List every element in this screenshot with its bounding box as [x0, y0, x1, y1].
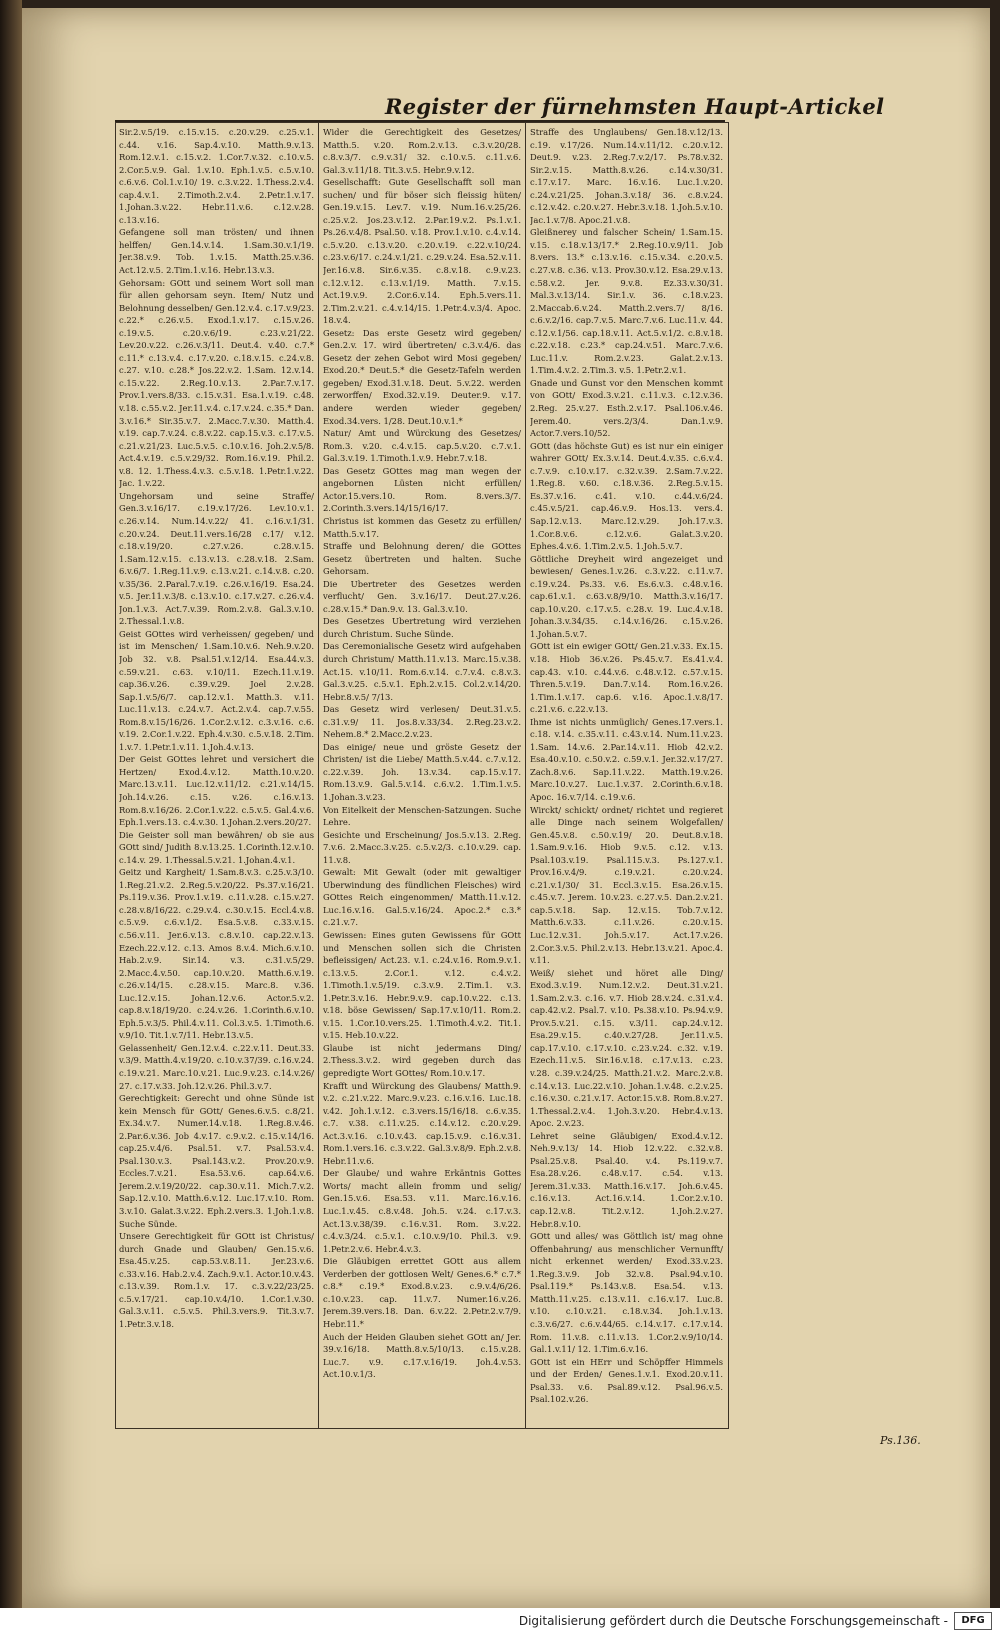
- register-entry: Gehorsam: GOtt und seinem Wort soll man für allen gehorsam seyn. Item/ Nutz und Belohnung desselben/ Gen.12.v.4. c.17.v.9/23. c.22.* c.26.v.5. Exod.1.v.17. c.15.v.26. c.19.v.5. c.20.v.6/19. c.23.v.21/22. Lev.20.v.22. c.26.v.3/11. Deut.4. v.40. c.7.* c.11.* c.13.v.4. c.17.v.20. c.18.v.15. c.24.v.8. c.27. v.10. c.28.* Jos.22.v.2. 1.Sam. 12.v.14. c.15.v.22. 2.Reg.10.v.13. 2.Par.7.v.17. Prov.1.vers.8/33. c.15.v.31. Esa.1.v.19. c.48. v.18. c.55.v.2. Jer.11.v.4. c.17.v.24. c.35.* Dan. 3.v.16.* Sir.35.v.7. 2.Macc.7.v.30. Matth.4. v.19. cap.7.v.24. c.8.v.22. cap.15.v.3. c.17.v.5. c.21.v.21/23. Luc.5.v.5. c.10.v.16. Joh.2.v.5/8. Act.4.v.19. c.5.v.29/32. Rom.16.v.19. Phil.2. v.8. 12. 1.Thess.4.v.3. c.5.v.18. 1.Petr.1.v.22. Jac. 1.v.22.: [119, 277, 314, 489]
- register-entry: Gerechtigkeit: Gerecht und ohne Sünde ist kein Mensch für GOtt/ Genes.6.v.5. c.8/21. Ex.34.v.7. Numer.14.v.18. 1.Reg.8.v.46. 2.Par.6.v.36. Job 4.v.17. c.9.v.2. c.15.v.14/16. cap.25.v.4/6. Psal.51. v.7. Psal.53.v.4. Psal.130.v.3. Psal.143.v.2. Prov.20.v.9. Eccles.7.v.21. Esa.53.v.6. cap.64.v.6. Jerem.2.v.19/20/22. cap.30.v.11. Mich.7.v.2. Sap.12.v.10. Matth.6.v.12. Luc.17.v.10. Rom. 3.v.10. Galat.3.v.22. Eph.2.vers.3. 1.Joh.1.v.8. Suche Sünde.: [119, 1093, 314, 1229]
- register-entry: Das Gesetz GOttes mag man wegen der angebornen Lüsten nicht erfüllen/ Actor.15.vers.10. Rom. 8.vers.3/7. 2.Corinth.3.vers.14/15/16/17.: [323, 465, 521, 514]
- register-entry: Gesellschafft: Gute Gesellschafft soll man suchen/ und für böser sich fleissig hüten/ Gen.19.v.15. Lev.7. v.19. Num.16.v.25/26. c.25.v.2. Jos.23.v.12. 2.Par.19.v.2. Ps.1.v.1. Ps.26.v.4/8. Psal.50. v.18. Prov.1.v.10. c.4.v.14. c.5.v.20. c.13.v.20. c.20.v.19. c.22.v.10/24. c.23.v.6/17. c.24.v.1/21. c.29.v.24. Esa.52.v.11. Jer.16.v.8. Sir.6.v.35. c.8.v.18. c.9.v.23. c.12.v.12. c.13.v.1/19. Matth. 7.v.15. Act.19.v.9. 2.Cor.6.v.14. Eph.5.vers.11. 2.Tim.2.v.21. c.4.v.14/15. 1.Petr.4.v.3/4. Apoc. 18.v.4.: [323, 177, 521, 326]
- register-entry: GOtt und alles/ was Göttlich ist/ mag ohne Offenbahrung/ aus menschlicher Vernunfft/ nicht erkennet werden/ Exod.33.v.23. 1.Reg.3.v.9. Job 32.v.8. Psal.94.v.10. Psal.119.* Ps.143.v.8. Esa.54. v.13. Matth.11.v.25. c.13.v.11. c.16.v.17. Luc.8. v.10. c.10.v.21. c.18.v.34. Joh.1.v.13. c.3.v.6/27. c.6.v.44/65. c.14.v.17. c.17.v.14. Rom. 11.v.8. c.11.v.13. 1.Cor.2.v.9/10/14. Gal.1.v.11/ 12. 1.Tim.6.v.16.: [530, 1231, 723, 1355]
- register-entry: Ihme ist nichts unmüglich/ Genes.17.vers.1. c.18. v.14. c.35.v.11. c.43.v.14. Num.11.v.23. 1.Sam. 14.v.6. 2.Par.14.v.11. Hiob 42.v.2. Esa.40.v.10. c.50.v.2. c.59.v.1. Jer.32.v.17/27. Zach.8.v.6. Sap.11.v.22. Matth.19.v.26. Marc.10.v.27. Luc.1.v.37. 2.Corinth.6.v.18. Apoc. 16.v.7/14. c.19.v.6.: [530, 716, 723, 802]
- register-entry: Göttliche Dreyheit wird angezeiget und bewiesen/ Genes.1.v.26. c.3.v.22. c.11.v.7. c.19.v.24. Ps.33. v.6. Es.6.v.3. c.48.v.16. cap.61.v.1. c.63.v.8/9/10. Matth.3.v.16/17. cap.10.v.20. c.17.v.5. c.28.v. 19. Luc.4.v.18. Johan.3.v.34/35. c.14.v.16/26. c.15.v.26. 1.Johan.5.v.7.: [530, 553, 723, 639]
- register-column-3: [530, 126, 723, 1422]
- column-divider: [318, 122, 319, 1429]
- register-entry: Straffe und Belohnung deren/ die GOttes Gesetz übertreten und halten. Suche Gehorsam.: [323, 541, 521, 577]
- register-entry: Die Ubertreter des Gesetzes werden verflucht/ Gen. 3.v.16/17. Deut.27.v.26. c.28.v.15.* Dan.9.v. 13. Gal.3.v.10.: [323, 578, 521, 614]
- register-entry: Krafft und Würckung des Glaubens/ Matth.9. v.2. c.21.v.22. Marc.9.v.23. c.16.v.16. Luc.18. v.42. Joh.1.v.12. c.3.vers.15/16/18. c.6.v.35. c.7. v.38. c.11.v.25. c.14.v.12. c.20.v.29. Act.3.v.16. c.10.v.43. cap.15.v.9. c.16.v.31. Rom.1.vers.16. c.3.v.22. Gal.3.v.8/9. Eph.2.v.8. Hebr.11.v.6.: [323, 1080, 521, 1166]
- register-entry: Ungehorsam und seine Straffe/ Gen.3.v.16/17. c.19.v.17/26. Lev.10.v.1. c.26.v.14. Num.14.v.22/ 41. c.16.v.1/31. c.20.v.24. Deut.11.vers.16/28 c.17/ v.12. c.18.v.19/20. c.27.v.26. c.28.v.15. 1.Sam.12.v.15. c.13.v.13. c.28.v.18. 2.Sam. 6.v.6/7. 1.Reg.11.v.9. c.13.v.21. c.14.v.8. c.20. v.35/36. 2.Paral.7.v.19. c.26.v.16/19. Esa.24. v.5. Jer.11.v.3/8. c.13.v.10. c.17.v.27. c.26.v.4. Jon.1.v.3. Act.7.v.39. Rom.2.v.8. Gal.3.v.10. 2.Thessal.1.v.8.: [119, 490, 314, 627]
- register-column-1: [119, 126, 314, 1422]
- register-entry: Das Ceremonialische Gesetz wird aufgehaben durch Christum/ Matth.11.v.13. Marc.15.v.38. Act.15. v.10/11. Rom.6.v.14. c.7.v.4. c.8.v.3. Gal.3.v.25. c.5.v.1. Eph.2.v.15. Col.2.v.14/20. Hebr.8.v.5/ 7/13.: [323, 641, 521, 702]
- register-entry: Von Eitelkeit der Menschen-Satzungen. Suche Lehre.: [323, 804, 521, 828]
- register-entry: Glaube ist nicht jedermans Ding/ 2.Thess.3.v.2. wird gegeben durch das gepredigte Wort GOttes/ Rom.10.v.17.: [323, 1042, 521, 1079]
- funding-notice: Digitalisierung gefördert durch die Deutsche Forschungsgemeinschaft -: [518, 1614, 948, 1628]
- register-entry: Geitz und Kargheit/ 1.Sam.8.v.3. c.25.v.3/10. 1.Reg.21.v.2. 2.Reg.5.v.20/22. Ps.37.v.16/21. Ps.119.v.36. Prov.1.v.19. c.11.v.28. c.15.v.27. c.28.v.8/16/22. c.29.v.4. c.30.v.15. Eccl.4.v.8. c.5.v.9. c.6.v.1/2. Esa.5.v.8. c.33.v.15. c.56.v.11. Jer.6.v.13. c.8.v.10. cap.22.v.13. Ezech.22.v.12. c.13. Amos 8.v.4. Mich.6.v.10. Hab.2.v.9. Sir.14. v.3. c.31.v.5/29. 2.Macc.4.v.50. cap.10.v.20. Matth.6.v.19. c.26.v.14/15. c.28.v.15. Marc.8. v.36. Luc.12.v.15. Johan.12.v.6. Actor.5.v.2. cap.8.v.18/19/20. c.24.v.26. 1.Corinth.6.v.10. Eph.5.v.3/5. Phil.4.v.11. Col.3.v.5. 1.Timoth.6. v.9/10. Tit.1.v.7/11. Hebr.13.v.5.: [119, 867, 314, 1041]
- register-entry: Wider die Gerechtigkeit des Gesetzes/ Matth.5. v.20. Rom.2.v.13. c.3.v.20/28. c.8.v.3/7. c.9.v.31/ 32. c.10.v.5. c.11.v.6. Gal.3.v.11/18. Tit.3.v.5. Hebr.9.v.12.: [323, 127, 521, 175]
- register-entry: Gewalt: Mit Gewalt (oder mit gewaltiger Uberwindung des fündlichen Fleisches) wird GOttes Reich eingenommen/ Matth.11.v.12. Luc.16.v.16. Gal.5.v.16/24. Apoc.2.* c.3.* c.21.v.7.: [323, 867, 521, 928]
- register-entry: Gewissen: Eines guten Gewissens für GOtt und Menschen sollen sich die Christen befleissigen/ Act.23. v.1. c.24.v.16. Rom.9.v.1. c.13.v.5. 2.Cor.1. v.12. c.4.v.2. 1.Timoth.1.v.5/19. c.3.v.9. 2.Tim.1. v.3. 1.Petr.3.v.16. Hebr.9.v.9. cap.10.v.22. c.13. v.18. böse Gewissen/ Sap.17.v.10/11. Rom.2. v.15. 1.Cor.10.vers.25. 1.Timoth.4.v.2. Tit.1. v.15. Heb.10.v.22.: [323, 930, 521, 1041]
- register-entry: Christus ist kommen das Gesetz zu erfüllen/ Matth.5.v.17.: [323, 515, 521, 539]
- register-entry: Geist GOttes wird verheissen/ gegeben/ und ist im Menschen/ 1.Sam.10.v.6. Neh.9.v.20. Job 32. v.8. Psal.51.v.12/14. Esa.44.v.3. c.59.v.21. c.63. v.10/11. Ezech.11.v.19. cap.36.v.26. c.39.v.29. Joel 2.v.28. Sap.1.v.5/6/7. cap.12.v.1. Matth.3. v.11. Luc.11.v.13. c.24.v.7. Act.2.v.4. cap.7.v.55. Rom.8.v.15/16/26. 1.Cor.2.v.12. c.3.v.16. c.6. v.19. 2.Cor.1.v.22. Eph.4.v.30. c.5.v.18. 2.Tim. 1.v.7. 1.Petr.1.v.11. 1.Joh.4.v.13.: [119, 628, 314, 752]
- register-entry: Der Glaube/ und wahre Erkäntnis Gottes Worts/ macht allein fromm und selig/ Gen.15.v.6. Esa.53. v.11. Marc.16.v.16. Luc.1.v.45. c.8.v.48. Joh.5. v.24. c.17.v.3. Act.13.v.38/39. c.16.v.31. Rom. 3.v.22. c.4.v.3/24. c.5.v.1. c.10.v.9/10. Phil.3. v.9. 1.Petr.2.v.6. Hebr.4.v.3.: [323, 1168, 521, 1254]
- register-entry: Sir.2.v.5/19. c.15.v.15. c.20.v.29. c.25.v.1. c.44. v.16. Sap.4.v.10. Matth.9.v.13. Rom.12.v.1. c.15.v.2. 1.Cor.7.v.32. c.10.v.5. 2.Cor.5.v.9. Gal. 1.v.10. Eph.1.v.5. c.5.v.10. c.6.v.6. Col.1.v.10/ 19. c.3.v.22. 1.Thess.2.v.4. cap.4.v.1. 2.Timoth.2.v.4. 2.Petr.1.v.17. 1.Johan.3.v.22. Hebr.11.v.6. c.12.v.28. c.13.v.16.: [119, 127, 314, 225]
- register-entry: Die Geister soll man bewähren/ ob sie aus GOtt sind/ Judith 8.v.13.25. 1.Corinth.12.v.10. c.14.v. 29. 1.Thessal.5.v.21. 1.Johan.4.v.1.: [119, 829, 314, 865]
- register-entry: Wirckt/ schickt/ ordnet/ richtet und regieret alle Dinge nach seinem Wolgefallen/ Gen.45.v.8. c.50.v.19/ 20. Deut.8.v.18. 1.Sam.9.v.16. Hiob 9.v.5. c.12. v.13. Psal.103.v.19. Psal.115.v.3. Ps.127.v.1. Prov.16.v.4/9. c.19.v.21. c.20.v.24. c.21.v.1/30/ 31. Eccl.3.v.15. Esa.26.v.15. c.45.v.7. Jerem. 10.v.23. c.27.v.5. Dan.2.v.21. cap.5.v.18. Sap. 12.v.15. Tob.7.v.12. Matth.6.v.33. c.11.v.26. c.20.v.15. Luc.12.v.31. Joh.5.v.17. Act.17.v.26. 2.Cor.3.v.5. Phil.2.v.13. Hebr.13.v.21. Apoc.4. v.11.: [530, 804, 723, 966]
- register-entry: Gefangene soll man trösten/ und ihnen helffen/ Gen.14.v.14. 1.Sam.30.v.1/19. Jer.38.v.9. Tob. 1.v.15. Matth.25.v.36. Act.12.v.5. 2.Tim.1.v.16. Hebr.13.v.3.: [119, 227, 314, 276]
- register-entry: Gesetz: Das erste Gesetz wird gegeben/ Gen.2.v. 17. wird übertreten/ c.3.v.4/6. das Gesetz der zehen Gebot wird Mosi gegeben/ Exod.20.* Deut.5.* die Gesetz-Tafeln werden gegeben/ Exod.31.v.18. Deut. 5.v.22. werden zerworffen/ Exod.32.v.19. Deuter.9. v.17. andere werden wieder gegeben/ Exod.34.vers. 1/28. Deut.10.v.1.*: [323, 327, 521, 426]
- register-entry: Straffe des Unglaubens/ Gen.18.v.12/13. c.19. v.17/26. Num.14.v.11/12. c.20.v.12. Deut.9. v.23. 2.Reg.7.v.2/17. Ps.78.v.32. Sir.2.v.15. Matth.8.v.26. c.14.v.30/31. c.17.v.17. Marc. 16.v.16. Luc.1.v.20. c.24.v.21/25. Johan.3.v.18/ 36. c.8.v.24. c.12.v.42. c.20.v.27. Hebr.3.v.18. 1.Joh.5.v.10. Jac.1.v.7/8. Apoc.21.v.8.: [530, 127, 723, 225]
- page-title: Register der fürnehmsten Haupt-Artickel: [385, 94, 885, 119]
- register-entry: GOtt ist ein HErr und Schöpffer Himmels und der Erden/ Genes.1.v.1. Exod.20.v.11. Psal.33. v.6. Psal.89.v.12. Psal.96.v.5. Psal.102.v.26.: [530, 1356, 723, 1405]
- register-entry: GOtt ist ein ewiger GOtt/ Gen.21.v.33. Ex.15. v.18. Hiob 36.v.26. Ps.45.v.7. Es.41.v.4. cap.43. v.10. c.44.v.6. c.48.v.12. c.57.v.15. Thren.5.v.19. Dan.7.v.14. Rom.16.v.26. 1.Tim.1.v.17. cap.6. v.16. Apoc.1.v.8/17. c.21.v.6. c.22.v.13.: [530, 641, 723, 715]
- column-divider: [525, 122, 526, 1429]
- register-entry: Der Geist GOttes lehret und versichert die Hertzen/ Exod.4.v.12. Matth.10.v.20. Marc.13.v.11. Luc.12.v.11/12. c.21.v.14/15. Joh.14.v.26. c.15. v.26. c.16.v.13. Rom.8.v.16/26. 2.Cor.1.v.22. c.5.v.5. Gal.4.v.6. Eph.1.vers.13. c.4.v.30. 1.Johan.2.vers.20/27.: [119, 754, 314, 828]
- register-column-2: [323, 126, 521, 1422]
- page-header: [115, 92, 885, 122]
- register-entry: Gleißnerey und falscher Schein/ 1.Sam.15. v.15. c.18.v.13/17.* 2.Reg.10.v.9/11. Job 8.vers. 13.* c.13.v.16. c.15.v.34. c.20.v.5. c.27.v.8. c.36. v.13. Prov.30.v.12. Esa.29.v.13. c.58.v.2. Jer. 9.v.8. Ez.33.v.30/31. Mal.3.v.13/14. Sir.1.v. 36. c.18.v.23. 2.Maccab.6.v.24. Matth.2.vers.7/ 8/16. c.6.v.2/16. cap.7.v.5. Marc.7.v.6. Luc.11.v. 44. c.12.v.1/56. cap.18.v.11. Act.5.v.1/2. c.8.v.18. c.22.v.18. c.23.* cap.24.v.51. Marc.7.v.6. Luc.11.v. Rom.2.v.23. Galat.2.v.13. 1.Tim.4.v.2. 2.Tim.3. v.5. 1.Petr.2.v.1.: [530, 227, 723, 376]
- register-entry: Gelassenheit/ Gen.12.v.4. c.22.v.11. Deut.33. v.3/9. Matth.4.v.19/20. c.10.v.37/39. c.16.v.24. c.19.v.21. Marc.10.v.21. Luc.9.v.23. c.14.v.26/ 27. c.17.v.33. Joh.12.v.26. Phil.3.v.7.: [119, 1042, 314, 1091]
- register-entry: Die Gläubigen errettet GOtt aus allem Verderben der gottlosen Welt/ Genes.6.* c.7.* c.8.* c.19.* Exod.8.v.23. c.9.v.4/6/26. c.10.v.23. cap. 11.v.7. Numer.16.v.26. Jerem.39.vers.18. Dan. 6.v.22. 2.Petr.2.v.7/9. Hebr.11.*: [323, 1256, 521, 1329]
- catchword: Ps.136.: [880, 1434, 921, 1447]
- register-entry: Lehret seine Gläubigen/ Exod.4.v.12. Neh.9.v.13/ 14. Hiob 12.v.22. c.32.v.8. Psal.25.v.8. Psal.40. v.4. Ps.119.v.7. Esa.28.v.26. c.48.v.17. c.54. v.13. Jerem.31.v.33. Matth.16.v.17. Joh.6.v.45. c.16.v.13. Act.16.v.14. 1.Cor.2.v.10. cap.12.v.8. Tit.2.v.12. 1.Joh.2.v.27. Hebr.8.v.10.: [530, 1130, 723, 1229]
- register-entry: Des Gesetzes Ubertretung wird verziehen durch Christum. Suche Sünde.: [323, 616, 521, 639]
- register-entry: Gnade und Gunst vor den Menschen kommt von GOtt/ Exod.3.v.21. c.11.v.3. c.12.v.36. 2.Reg. 25.v.27. Esth.2.v.17. Psal.106.v.46. Jerem.40. vers.2/3/4. Dan.1.v.9. Actor.7.vers.10/52.: [530, 377, 723, 439]
- register-entry: Unsere Gerechtigkeit für GOtt ist Christus/ durch Gnade und Glauben/ Gen.15.v.6. Esa.45.v.25. cap.53.v.8.11. Jer.23.v.6. c.33.v.16. Hab.2.v.4. Zach.9.v.1. Actor.10.v.43. c.13.v.39. Rom.1.v. 17. c.3.v.22/23/25. c.5.v.17/21. cap.10.v.4/10. 1.Cor.1.v.30. Gal.3.v.11. c.5.v.5. Phil.3.vers.9. Tit.3.v.7. 1.Petr.3.v.18.: [119, 1231, 314, 1329]
- register-entry: Das Gesetz wird verlesen/ Deut.31.v.5. c.31.v.9/ 11. Jos.8.v.33/34. 2.Reg.23.v.2. Nehem.8.* 2.Macc.2.v.23.: [323, 704, 521, 740]
- dfg-logo-text: DFG: [961, 1615, 985, 1626]
- register-entry: Natur/ Amt und Würckung des Gesetzes/ Rom.3. v.20. c.4.v.15. cap.5.v.20. c.7.v.1. Gal.3.v.19. 1.Timoth.1.v.9. Hebr.7.v.18.: [323, 428, 521, 464]
- register-entry: GOtt (das höchste Gut) es ist nur ein einiger wahrer GOtt/ Ex.3.v.14. Deut.4.v.35. c.6.v.4. c.7.v.9. c.10.v.17. c.32.v.39. 2.Sam.7.v.22. 1.Reg.8. v.60. c.18.v.36. 2.Reg.5.v.15. Es.37.v.16. c.41. v.10. c.44.v.6/24. c.45.v.5/21. cap.46.v.9. Hos.13. vers.4. Sap.12.v.13. Marc.12.v.29. Joh.17.v.3. 1.Cor.8.v.6. c.12.v.6. Galat.3.v.20. Ephes.4.v.6. 1.Tim.2.v.5. 1.Joh.5.v.7.: [530, 440, 723, 552]
- register-entry: Das einige/ neue und gröste Gesetz der Christen/ ist die Liebe/ Matth.5.v.44. c.7.v.12. c.22.v.39. Joh. 13.v.34. cap.15.v.17. Rom.13.v.9. Gal.5.v.14. c.6.v.2. 1.Tim.1.v.5. 1.Johan.3.v.23.: [323, 741, 521, 802]
- book-spine-edge: [0, 0, 22, 1635]
- register-entry: Gesichte und Erscheinung/ Jos.5.v.13. 2.Reg. 7.v.6. 2.Macc.3.v.25. c.5.v.2/3. c.10.v.29. cap. 11.v.8.: [323, 829, 521, 865]
- register-entry: Auch der Heiden Glauben siehet GOtt an/ Jer. 39.v.16/18. Matth.8.v.5/10/13. c.15.v.28. Luc.7. v.9. c.17.v.16/19. Joh.4.v.53. Act.10.v.1/3.: [323, 1331, 521, 1380]
- register-entry: Weiß/ siehet und höret alle Ding/ Exod.3.v.19. Num.12.v.2. Deut.31.v.21. 1.Sam.2.v.3. c.16. v.7. Hiob 28.v.24. c.31.v.4. cap.42.v.2. Psal.7. v.10. Ps.38.v.10. Ps.94.v.9. Prov.5.v.21. c.15. v.3/11. cap.24.v.12. Esa.29.v.15. c.40.v.27/28. Jer.11.v.5. cap.17.v.10. c.17.v.10. c.23.v.24. c.32. v.19. Ezech.11.v.5. Sir.16.v.18. c.17.v.13. c.23. v.28. c.39.v.24/25. Matth.21.v.2. Marc.2.v.8. c.14.v.13. Luc.22.v.10. Johan.1.v.48. c.2.v.25. c.16.v.30. c.21.v.17. Actor.15.v.8. Rom.8.v.27. 1.Thessal.2.v.4. 1.Joh.3.v.20. Hebr.4.v.13. Apoc. 2.v.23.: [530, 967, 723, 1129]
- dfg-logo: [954, 1612, 992, 1630]
